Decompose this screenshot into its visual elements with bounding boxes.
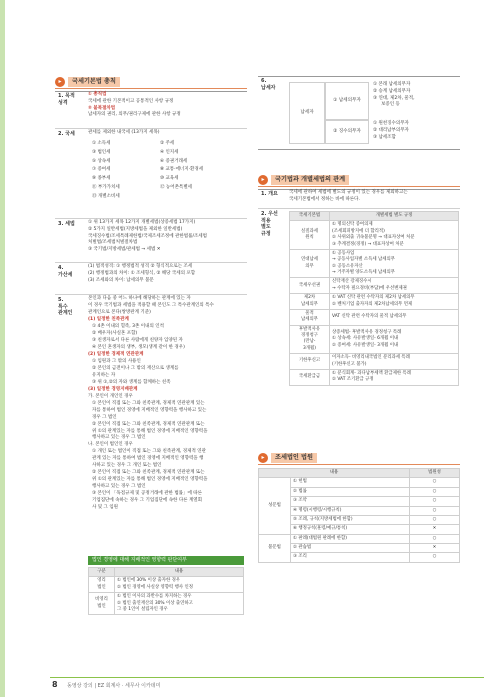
special-relation-line: 관계인으로 본다(쌍방관계 기준): [88, 309, 151, 315]
table-cell: [330, 325, 459, 354]
purpose-line-1: ① 총칙법: [88, 92, 107, 97]
cell-line: 상증세법- 후발적사유 경정청구 특례: [332, 329, 402, 335]
table-row: [290, 354, 459, 370]
taxpayer-box: [289, 82, 325, 144]
table-cell: ④ 명령(시행령/시행규칙): [291, 506, 410, 515]
special-relation-line: 경우 그 법인: [92, 414, 117, 420]
cell-line: ② 법인 출연재산의 30% 이상 출연하고: [117, 600, 193, 606]
cell-line: ② 벤처기업 출자자의 제2차납세의무 면제: [332, 301, 413, 307]
penalty-line: (1) 법적성격: ① 행정법적 성격 ② 형식적으로는 조세: [88, 264, 193, 269]
tax-item: ⑧ 교통·에너지·환경세: [160, 167, 204, 173]
table-header: 내용: [259, 469, 410, 478]
special-relation-line: ① 임원과 그 밖의 사용인: [92, 358, 141, 364]
row-divider: [258, 208, 460, 209]
special-relation-line: 위 ①의 관계있는 자를 통해 법인 경영에 지배적인 영향력을: [92, 477, 208, 483]
green-heading-text: 법인 경영에 대해 지배적인 영향력 판단여부: [92, 556, 187, 563]
table-cell: 연대납세 의무: [290, 249, 330, 278]
cell-line: 신탁재산 강제징수시: [332, 279, 372, 285]
special-relation-line: (3) 일정한 경영지배관계: [88, 386, 138, 392]
cell-line: ② 법인 경영에 사실상 영향력 행사 인정: [117, 584, 193, 590]
decorative-stripe: [0, 0, 5, 697]
special-relation-line: 사하고 있는 경우 그 개인 또는 법인: [92, 463, 162, 469]
table-cell: ⑥ 행정규칙(훈령/예규/통칙): [291, 525, 410, 534]
tax-item: ④ 인지세: [160, 149, 179, 155]
special-relation-line: ① 개인 또는 법인이 직접 또는 그와 친족관계, 경제적 연관: [92, 449, 206, 455]
priority-table-grid: [289, 211, 459, 386]
row-label-penalty-tax: 4. 가산세: [58, 265, 73, 278]
taxpayer-list-item: ② 대리납부의무자: [373, 127, 409, 133]
cell-line: 그 중 1인이 설립자인 경우: [117, 606, 168, 612]
table-cell: 영리 법인: [89, 577, 115, 593]
row-divider: [55, 262, 247, 263]
table-cell: ③ 조리: [291, 553, 410, 562]
tax-list-left: [92, 140, 162, 201]
taxpayer-duty-label: ① 납세의무자: [333, 97, 361, 103]
special-relation-line: 행사하고 있는 경우 그 법인: [92, 435, 146, 441]
table-row: [290, 309, 459, 325]
table-cell: 비영리 법인: [89, 593, 115, 615]
table-cell: ○: [410, 553, 460, 562]
overview-line: 국세에 관하여 세법에 별도의 규정이 있는 경우를 제외하고는: [289, 190, 408, 195]
table-row: [290, 278, 459, 294]
table-cell: [330, 294, 459, 310]
section-title-sources: [258, 452, 460, 465]
section-title-text: 국기법과 개별세법의 관계: [271, 175, 349, 186]
special-relation-line: (2) 일정한 경제적 연관관계: [88, 351, 144, 357]
table-cell: [115, 593, 244, 615]
special-relation-line: ① 본인이 직접 또는 그와 친족관계, 경제적 연관관계 있는: [92, 400, 205, 406]
table-cell: [115, 577, 244, 593]
row-label-priority: 2. 우선 적용 별도 규정: [261, 211, 278, 237]
purpose-line-3: ② 불복절차법: [88, 105, 116, 111]
table-cell: 실질과세 원칙: [290, 221, 330, 250]
sources-table-grid: [258, 468, 460, 563]
cell-line: ③ 추계결정(경정) → 대표자상여 처분: [332, 241, 404, 247]
row-label-purpose: 1. 목적 성격: [58, 93, 75, 106]
tax-item: ⑫ 농어촌특별세: [160, 184, 193, 190]
cell-line: ② 공동소유자산: [332, 263, 363, 269]
table-cell: [330, 278, 459, 294]
special-relation-line: 관계 있는 자를 통하여 법인 경영에 지배적인 영향력을 행: [92, 456, 204, 462]
cell-line: ① 분식회계- 과다납부세액 환급제한 특례: [332, 370, 411, 376]
overview-content: [289, 190, 459, 204]
taxpayer-list-item: ① 본래 납세의무자: [373, 82, 411, 87]
taxpayer-list-2: [373, 121, 459, 141]
purpose-line-4: 납세자의 권리, 의무/권리구제에 관한 사항 규정: [88, 112, 181, 118]
tax-item: ⑤ 상속세: [92, 158, 111, 164]
row-divider: [55, 128, 247, 129]
taxpayer-list-item: ③ 납세조합: [373, 134, 396, 140]
purpose-line-2: 국세에 관한 기본적이고 공통적인 사항 규정: [88, 98, 174, 104]
special-relation-line: 사 및 그 임원: [92, 505, 119, 511]
tax-item: ⑪ 부가가치세: [92, 184, 120, 190]
tax-law-line: 국세징수법/조세특례제한법/국제조세조정에 관한법률/조세범: [88, 233, 207, 239]
cell-line: ① 상속세: 사유발생일- 6개월 이내: [332, 336, 399, 342]
special-relation-line: 나. 본인이 법인인 경우: [88, 442, 133, 448]
table-cell: ○: [410, 497, 460, 506]
penalty-line: (2) 행정법과의 차이: ① 조세형식, ② 해당 국세의 포함: [88, 270, 196, 276]
special-relation-line: 유지하는 자: [92, 372, 116, 378]
national-tax-content: [88, 130, 246, 137]
table-cell: [330, 249, 459, 278]
section-bullet-icon: ▸: [258, 175, 268, 185]
table-cell: 제2차 납세의무: [290, 294, 330, 310]
table-header: 구분: [89, 568, 115, 577]
section-bullet-icon: ▸: [258, 453, 268, 463]
table-cell: [330, 309, 459, 325]
overview-line: 국세기본법에서 정하는 바에 따른다.: [289, 196, 360, 202]
tax-law-line: ① 위 13가지 세목 12가지 개별세법(상증세법 17가지): [88, 220, 196, 225]
row-label-taxpayer: 6. 납세자: [261, 78, 276, 91]
special-relation-line: ② 본인이 직접 또는 그와 친족관계, 경제적 연관관계 또는: [92, 470, 205, 476]
special-relation-line: (1) 일정한 친족관계: [88, 317, 129, 322]
table-cell: [330, 221, 459, 250]
special-relation-line: 이 경우 국기법과 세법을 적용할 때 본인도 그 특수관계인의 특수: [88, 302, 214, 308]
section-title-text: 조세법인 법원: [271, 453, 317, 464]
table-row: [89, 577, 244, 593]
table-cell: ② 법률: [291, 487, 410, 496]
special-relation-line: ① 4촌 이내의 혈족, 3촌 이내의 인척: [92, 323, 164, 329]
table-cell: 후발적사유 경정청구 (만남- 3개월): [290, 325, 330, 354]
cell-line: (조세회피방지에 더 합리적): [332, 228, 385, 234]
special-relation-line: ③ 친생자로서 다른 사람에게 친양자 입양된 자: [92, 337, 183, 343]
cell-line: ① 법인에 30% 이상 출자한 경우: [117, 578, 181, 584]
cell-line: → 수탁자 필요경비(부담)에 우선변제권: [332, 285, 407, 291]
cell-line: ① VAT 신탁 관련 수탁자의 제2차 납세의무: [332, 295, 415, 301]
tax-item: ⑨ 종부세: [92, 176, 111, 182]
special-relation-intro: [88, 296, 246, 316]
tax-law-line: ② 5가지 일반세법(지방세법을 제외한 일반세법): [88, 226, 183, 232]
special-relation-line: ② 배우자(사실혼 포함): [92, 330, 138, 336]
table-cell: ① 헌법: [291, 478, 410, 487]
table-header: 개별세법 별도 규정: [330, 212, 459, 221]
row-divider: [55, 218, 247, 219]
table-header: 국세기본법: [290, 212, 330, 221]
purpose-content: [88, 92, 246, 119]
collector-box: [325, 120, 369, 144]
table-cell: 국세환급금: [290, 369, 330, 385]
taxpayer-list-item: ③ 연대, 제2차, 물적,: [373, 95, 415, 101]
table-cell: 기한후신고: [290, 354, 330, 370]
table-cell: [330, 369, 459, 385]
special-relation-line: ② 본인의 금전이나 그 밖의 재산으로 생계를: [92, 365, 179, 371]
table-row: [89, 593, 244, 615]
section-title-relation: [258, 174, 460, 187]
cell-line: → 거주자별 양도소득세 납세의무: [332, 270, 396, 275]
row-label-national-tax: 2. 국세: [58, 131, 75, 137]
table-row: [290, 249, 459, 278]
table-cell: ✕: [410, 544, 460, 553]
table-cell: 불문법: [259, 534, 291, 562]
taxpayer-list-1: [373, 82, 459, 109]
section-bullet-icon: ▸: [55, 77, 65, 87]
table-cell: ○: [410, 515, 460, 524]
sources-table: [258, 468, 460, 563]
table-row: [290, 221, 459, 250]
tax-law-content: [88, 220, 246, 254]
taxpayer-list-item: ② 승계 납세의무자: [373, 88, 411, 94]
taxpayer-duty-box: [325, 82, 369, 120]
cell-line: ② VAT 조기환급 규정: [332, 377, 374, 383]
cell-line: (기한후신고 불가): [332, 361, 367, 367]
table-cell: ③ 조약: [291, 497, 410, 506]
cell-line: ① 공동사업: [332, 250, 355, 256]
taxpayer-list-item: ① 원천징수의무자: [373, 121, 409, 126]
tax-item: ③ 법인세: [92, 149, 111, 155]
penalty-line: (3) 조세와의 차이: 납세의무 불문: [88, 277, 154, 283]
table-cell: 성문법: [259, 478, 291, 534]
special-relation-line: ② 본인이 직접 또는 그와 친족관계, 경제적 연관관계 또는: [92, 421, 205, 427]
row-label-special-relation: 5. 특수 관계인: [58, 297, 73, 316]
cell-line: VAT 신탁 관련 수탁자의 물적 납세의무: [332, 314, 407, 320]
table-row: [290, 369, 459, 385]
tax-law-line: ③ 국기법/지방세법/관세법 → 세법 ✕: [88, 247, 161, 252]
taxpayer-box-label: 납세자: [300, 109, 314, 115]
green-heading-bar: [88, 556, 244, 565]
row-label-overview: 1. 개요: [261, 191, 278, 197]
taxpayer-list-item: 보증인 등: [381, 102, 400, 108]
cell-line: ① 법인 이사의 과반수를 차지하는 경우: [117, 594, 192, 600]
special-relation-line: 행사하고 있는 경우 그 법인: [92, 484, 146, 490]
table-cell: ○: [410, 487, 460, 496]
table-cell: ② 관습법: [291, 544, 410, 553]
table-cell: [330, 354, 459, 370]
influence-table-grid: [88, 567, 244, 615]
special-relation-details: [88, 317, 246, 512]
table-cell: ⑤ 조례, 규칙(지방세법에 한함): [291, 515, 410, 524]
national-tax-desc: 관세를 제외한 내국세 (13가지 세목): [88, 130, 160, 135]
cell-line: → 공동사업자별 소득세 납세의무: [332, 257, 396, 263]
section-title-text: 국세기본법 총칙: [68, 77, 120, 88]
table-cell: ○: [410, 534, 460, 543]
table-cell: 국세우선권: [290, 278, 330, 294]
tax-item: ⑬ 개별소비세: [92, 193, 120, 199]
special-relation-line: 본인과 다음 중 어느 하나에 해당하는 관계에 있는 자: [88, 296, 191, 301]
table-cell: ✕: [410, 525, 460, 534]
cell-line: ② 증여세: 사유발생일- 3개월 이내: [332, 342, 399, 348]
page-footer: [0, 675, 500, 697]
cell-line: ② 사위외출 귀속불분명 → 대표자상여 처분: [332, 235, 415, 241]
tax-item: ⑩ 교육세: [160, 176, 179, 182]
footer-divider: [50, 677, 484, 678]
collector-label: ② 징수의무자: [333, 128, 361, 134]
tax-item: ① 소득세: [92, 141, 111, 146]
table-row: [259, 478, 460, 487]
page-number: 8: [52, 680, 58, 689]
table-row: [290, 325, 459, 354]
table-row: [259, 534, 460, 543]
cell-line: 이자소득- 비영리내국법인 분리과세 특례: [332, 355, 410, 361]
tax-item: ⑦ 증여세: [92, 167, 111, 173]
special-relation-line: ③ 본인이 「독점규제 및 공정거래에 관한 법률」에 따른: [92, 491, 202, 497]
special-relation-line: 자를 통하여 법인 경영에 지배적인 영향력을 행사하고 있는: [92, 407, 207, 413]
influence-table: [88, 567, 244, 615]
table-header: 내용: [115, 568, 244, 577]
priority-table: [289, 211, 459, 386]
footer-text: 동영상 강의 | EZ 회계사 · 세무사 이카데미: [67, 683, 161, 689]
row-divider: [55, 294, 247, 295]
table-cell: ○: [410, 506, 460, 515]
table-row: [290, 294, 459, 310]
section-title-general: [55, 76, 247, 89]
table-cell: 물적 납세의무: [290, 309, 330, 325]
special-relation-line: 가. 본인이 개인인 경우: [88, 393, 133, 399]
table-header: 법원성: [410, 469, 460, 478]
tax-list-right: [160, 140, 246, 193]
table-cell: ○: [410, 478, 460, 487]
special-relation-line: ③ 위 ①,②의 자와 생계를 함께하는 친족: [92, 379, 171, 385]
row-label-tax-law: 3. 세법: [58, 221, 75, 227]
tax-law-line: 처벌법/조세범처벌절차법: [88, 240, 138, 246]
tax-item: ② 주세: [160, 141, 175, 146]
special-relation-line: 기업집단에 속하는 경우 그 기업집단에 속한 다른 계열회: [92, 498, 202, 504]
table-cell: ① 판례(대법원 판례에 한함): [291, 534, 410, 543]
special-relation-line: ④ 본인 혼생자의 생부, 생모(생계 같이 한 경우): [92, 344, 185, 350]
penalty-content: [88, 264, 246, 284]
cell-line: ① 명의신탁 증여의제: [332, 222, 373, 228]
tax-item: ⑥ 증권거래세: [160, 158, 188, 164]
special-relation-line: 위 ①의 관계있는 자를 통해 법인 경영에 지배적인 영향력을: [92, 428, 208, 434]
